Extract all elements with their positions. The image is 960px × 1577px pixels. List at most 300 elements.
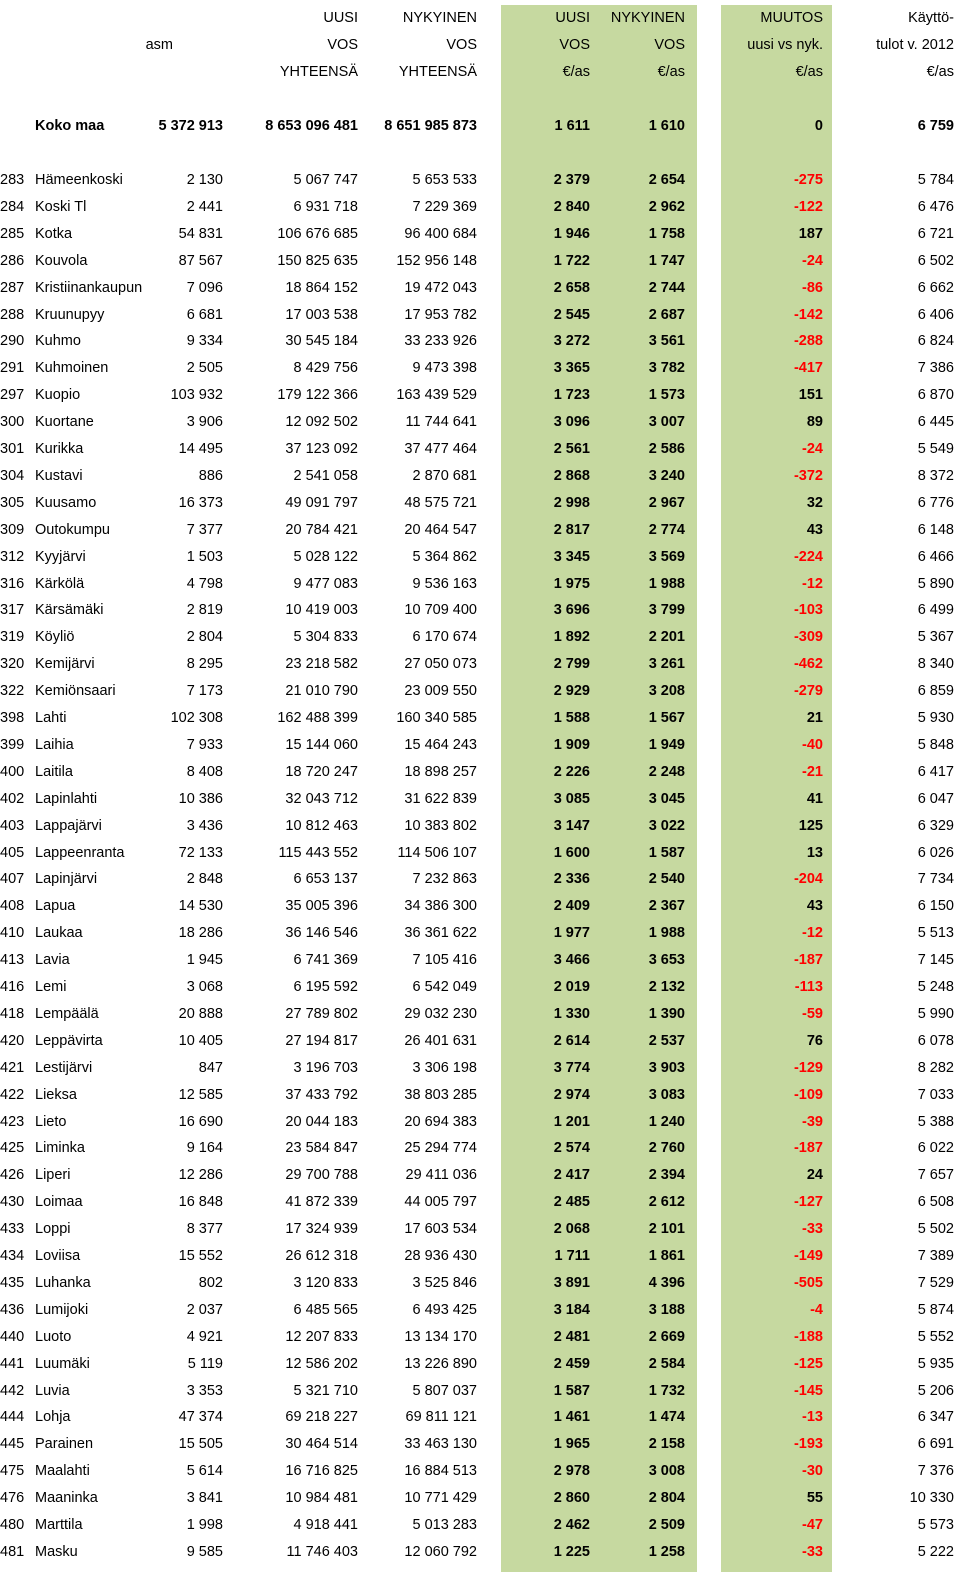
row-asm: 18 286	[178, 925, 223, 942]
hdr-nyk-vos-2: VOS	[654, 37, 685, 53]
hdr-nyk-yht: NYKYINEN	[402, 10, 477, 26]
row-muutos: -187	[793, 1140, 823, 1157]
table-row	[0, 1431, 960, 1458]
row-uusi-yht: 6 195 592	[293, 979, 358, 995]
row-code: 305	[0, 494, 25, 511]
row-nyk-yht: 7 229 369	[412, 198, 477, 215]
row-nyk-vos: 2 804	[648, 1490, 685, 1507]
row-uusi-vos: 1 946	[553, 225, 590, 242]
table-row	[0, 1270, 960, 1297]
row-code: 301	[0, 441, 25, 457]
row-uusi-vos: 2 068	[553, 1221, 590, 1238]
row-muutos: -505	[793, 1274, 823, 1291]
row-uusi-yht: 37 123 092	[285, 441, 358, 457]
row-kaytto: 6 445	[917, 414, 954, 431]
table-row	[0, 840, 960, 867]
total-uusi-vos: 1 611	[554, 118, 590, 134]
row-nyk-vos: 1 474	[648, 1409, 685, 1426]
hdr-muutos-3: €/as	[795, 64, 823, 80]
row-asm: 102 308	[170, 710, 223, 726]
row-nyk-yht: 96 400 684	[404, 225, 477, 242]
row-name: Kuusamo	[35, 494, 97, 511]
row-uusi-yht: 20 044 183	[285, 1113, 358, 1130]
row-name: Laukaa	[35, 925, 83, 942]
row-uusi-vos: 3 774	[553, 1059, 590, 1076]
hdr-uusi-vos-3: €/as	[562, 64, 590, 80]
row-kaytto: 5 388	[917, 1113, 954, 1130]
row-name: Kristiinankaupun	[35, 279, 143, 296]
row-muutos: -372	[793, 467, 823, 484]
row-kaytto: 5 549	[917, 441, 954, 457]
row-uusi-yht: 10 419 003	[285, 602, 358, 619]
row-code: 440	[0, 1328, 25, 1345]
row-uusi-yht: 27 789 802	[285, 1005, 358, 1022]
row-kaytto: 6 148	[917, 521, 954, 538]
table-row	[0, 624, 960, 651]
row-nyk-vos: 3 007	[648, 414, 685, 431]
row-code: 416	[0, 979, 25, 995]
row-uusi-vos: 2 574	[553, 1140, 590, 1157]
row-uusi-yht: 17 003 538	[285, 306, 358, 323]
total-name: Koko maa	[35, 118, 105, 134]
table-row	[0, 1189, 960, 1216]
row-muutos: 43	[806, 898, 823, 915]
row-muutos: -30	[802, 1463, 823, 1480]
row-nyk-vos: 4 396	[648, 1274, 685, 1291]
row-muutos: -24	[802, 252, 823, 269]
row-nyk-yht: 17 953 782	[404, 306, 477, 323]
row-kaytto: 6 721	[917, 225, 954, 242]
table-row	[0, 1378, 960, 1405]
table-row	[0, 544, 960, 571]
row-nyk-yht: 17 603 534	[404, 1221, 477, 1238]
hdr-uusi-yht-3: YHTEENSÄ	[279, 64, 358, 80]
row-nyk-yht: 114 506 107	[397, 844, 477, 861]
row-asm: 103 932	[170, 387, 223, 404]
row-muutos: 187	[798, 225, 823, 242]
row-uusi-yht: 8 429 756	[293, 360, 358, 377]
row-uusi-vos: 2 978	[553, 1463, 590, 1480]
row-muutos: -109	[793, 1086, 823, 1103]
row-muutos: -59	[802, 1005, 823, 1022]
total-uusi-yht: 8 653 096 481	[265, 118, 358, 134]
row-asm: 6 681	[186, 306, 223, 323]
row-kaytto: 5 502	[917, 1221, 954, 1238]
row-name: Lieksa	[35, 1086, 77, 1103]
row-asm: 3 068	[186, 979, 223, 995]
row-uusi-vos: 2 817	[553, 521, 590, 538]
row-uusi-yht: 9 477 083	[293, 575, 358, 592]
row-nyk-yht: 44 005 797	[404, 1194, 477, 1211]
row-code: 425	[0, 1140, 25, 1157]
row-nyk-vos: 1 567	[648, 710, 685, 726]
row-code: 405	[0, 844, 25, 861]
hdr-kaytto: Käyttö-	[908, 10, 954, 26]
row-uusi-vos: 3 147	[553, 817, 590, 834]
row-name: Kustavi	[35, 467, 83, 484]
row-kaytto: 5 784	[917, 172, 954, 188]
row-nyk-yht: 29 411 036	[405, 1167, 477, 1184]
row-nyk-vos: 1 390	[648, 1005, 685, 1022]
row-nyk-yht: 13 226 890	[404, 1355, 477, 1372]
row-uusi-vos: 1 723	[553, 387, 590, 404]
table-row	[0, 463, 960, 490]
hdr-asm: asm	[145, 37, 173, 53]
row-code: 444	[0, 1409, 25, 1426]
row-kaytto: 7 386	[917, 360, 954, 377]
total-nyk-yht: 8 651 985 873	[384, 118, 477, 134]
row-nyk-yht: 34 386 300	[404, 898, 477, 915]
row-uusi-yht: 29 700 788	[285, 1167, 358, 1184]
row-code: 441	[0, 1355, 25, 1372]
row-asm: 16 373	[178, 494, 223, 511]
row-name: Kuortane	[35, 414, 94, 431]
row-nyk-vos: 3 208	[648, 683, 685, 700]
row-name: Kyyjärvi	[35, 548, 86, 565]
row-nyk-yht: 9 473 398	[412, 360, 477, 377]
row-uusi-yht: 10 984 481	[285, 1490, 358, 1507]
row-name: Maalahti	[35, 1463, 90, 1480]
row-uusi-vos: 1 977	[553, 925, 590, 942]
row-code: 286	[0, 252, 25, 269]
row-code: 322	[0, 683, 25, 700]
table-row	[0, 490, 960, 517]
row-uusi-vos: 2 459	[553, 1355, 590, 1372]
row-asm: 10 405	[178, 1032, 223, 1049]
row-nyk-vos: 3 261	[648, 656, 685, 673]
hdr-nyk-yht-3: YHTEENSÄ	[398, 64, 477, 80]
row-nyk-yht: 20 464 547	[404, 521, 477, 538]
row-uusi-yht: 150 825 635	[277, 252, 358, 269]
row-nyk-vos: 1 587	[648, 844, 685, 861]
row-kaytto: 6 476	[917, 198, 954, 215]
row-kaytto: 7 376	[917, 1463, 954, 1480]
table-row	[0, 275, 960, 302]
row-asm: 9 164	[186, 1140, 223, 1157]
row-code: 481	[0, 1543, 25, 1560]
row-kaytto: 6 824	[917, 333, 954, 350]
row-nyk-yht: 28 936 430	[404, 1248, 477, 1264]
row-asm: 7 173	[186, 683, 223, 700]
row-uusi-vos: 2 019	[553, 979, 590, 995]
row-nyk-vos: 2 612	[648, 1194, 685, 1211]
row-muutos: -127	[793, 1194, 823, 1211]
row-muutos: -13	[802, 1409, 823, 1426]
row-uusi-vos: 2 379	[553, 172, 590, 188]
row-nyk-yht: 37 477 464	[404, 441, 477, 457]
row-code: 413	[0, 952, 25, 969]
row-code: 304	[0, 467, 25, 484]
row-asm: 15 552	[178, 1248, 223, 1264]
row-name: Lemi	[35, 979, 67, 995]
row-kaytto: 6 022	[917, 1140, 954, 1157]
row-name: Kruunupyy	[35, 306, 105, 323]
row-nyk-yht: 18 898 257	[404, 763, 477, 780]
row-kaytto: 5 573	[917, 1517, 954, 1533]
row-uusi-yht: 179 122 366	[277, 387, 358, 404]
row-uusi-vos: 3 891	[553, 1274, 590, 1291]
row-uusi-vos: 3 096	[553, 414, 590, 431]
table-row	[0, 732, 960, 759]
row-name: Luumäki	[35, 1355, 90, 1372]
table-row	[0, 1135, 960, 1162]
row-muutos: -145	[793, 1382, 823, 1399]
row-nyk-vos: 2 967	[648, 494, 685, 511]
table-row	[0, 517, 960, 544]
row-muutos: 76	[806, 1032, 823, 1049]
row-name: Luvia	[35, 1382, 70, 1399]
row-code: 430	[0, 1194, 25, 1211]
row-asm: 8 295	[186, 656, 223, 673]
row-kaytto: 7 145	[917, 952, 954, 969]
row-uusi-vos: 1 461	[553, 1409, 590, 1426]
total-kaytto: 6 759	[917, 118, 954, 134]
row-uusi-vos: 1 587	[553, 1382, 590, 1399]
row-name: Kouvola	[35, 252, 88, 269]
row-code: 480	[0, 1517, 25, 1533]
row-asm: 1 945	[186, 952, 223, 969]
table-row	[0, 1109, 960, 1136]
row-nyk-vos: 1 258	[648, 1543, 685, 1560]
row-nyk-vos: 1 240	[648, 1113, 685, 1130]
row-code: 288	[0, 306, 25, 323]
row-uusi-vos: 2 545	[553, 306, 590, 323]
row-uusi-yht: 30 464 514	[285, 1436, 358, 1453]
row-kaytto: 6 078	[917, 1032, 954, 1049]
hdr-nyk-vos-3: €/as	[657, 64, 685, 80]
row-nyk-yht: 36 361 622	[404, 925, 477, 942]
table-row	[0, 1485, 960, 1512]
table-row	[0, 1216, 960, 1243]
table-row	[0, 1162, 960, 1189]
total-muutos: 0	[814, 118, 823, 134]
row-uusi-vos: 2 840	[553, 198, 590, 215]
row-muutos: 89	[806, 414, 823, 431]
row-muutos: -288	[793, 333, 823, 350]
row-asm: 2 804	[186, 629, 223, 646]
row-uusi-yht: 49 091 797	[285, 494, 358, 511]
table-row	[0, 167, 960, 194]
row-asm: 8 408	[186, 763, 223, 780]
row-code: 284	[0, 198, 25, 215]
row-uusi-yht: 18 864 152	[285, 279, 358, 296]
row-nyk-yht: 5 807 037	[412, 1382, 477, 1399]
row-uusi-yht: 18 720 247	[285, 763, 358, 780]
row-kaytto: 6 499	[917, 602, 954, 619]
row-code: 475	[0, 1463, 25, 1480]
row-muutos: -103	[793, 602, 823, 619]
table-row	[0, 194, 960, 221]
row-uusi-yht: 20 784 421	[285, 521, 358, 538]
row-asm: 886	[198, 467, 223, 484]
row-asm: 2 505	[186, 360, 223, 377]
row-name: Loppi	[35, 1221, 71, 1238]
row-nyk-vos: 2 687	[648, 306, 685, 323]
row-code: 312	[0, 548, 25, 565]
row-asm: 1 503	[186, 548, 223, 565]
header-row-1	[0, 5, 960, 32]
row-muutos: 21	[806, 710, 823, 726]
row-nyk-vos: 3 022	[648, 817, 685, 834]
table-row	[0, 1001, 960, 1028]
row-uusi-vos: 2 462	[553, 1517, 590, 1533]
table-row	[0, 571, 960, 598]
row-nyk-vos: 3 569	[648, 548, 685, 565]
row-nyk-yht: 10 771 429	[404, 1490, 477, 1507]
row-uusi-vos: 2 799	[553, 656, 590, 673]
table-row	[0, 248, 960, 275]
row-muutos: -113	[794, 979, 823, 995]
row-code: 290	[0, 333, 25, 350]
row-nyk-yht: 5 364 862	[412, 548, 477, 565]
row-kaytto: 5 935	[917, 1355, 954, 1372]
row-nyk-vos: 2 669	[648, 1328, 685, 1345]
row-code: 319	[0, 629, 25, 646]
table-row	[0, 597, 960, 624]
row-code: 402	[0, 790, 25, 807]
row-nyk-vos: 2 158	[648, 1436, 685, 1453]
row-name: Leppävirta	[35, 1032, 103, 1049]
row-kaytto: 5 930	[917, 710, 954, 726]
row-asm: 3 906	[186, 414, 223, 431]
table-row	[0, 1351, 960, 1378]
hdr-nyk-vos: NYKYINEN	[610, 10, 685, 26]
row-uusi-yht: 106 676 685	[277, 225, 358, 242]
row-name: Lavia	[35, 952, 70, 969]
row-nyk-yht: 26 401 631	[404, 1032, 477, 1049]
row-code: 423	[0, 1113, 25, 1130]
row-name: Lumijoki	[35, 1301, 89, 1318]
row-name: Laitila	[35, 763, 73, 780]
row-muutos: -275	[793, 172, 823, 188]
row-uusi-yht: 5 321 710	[293, 1382, 358, 1399]
row-code: 287	[0, 279, 25, 296]
row-asm: 4 921	[186, 1328, 223, 1345]
row-muutos: -462	[793, 656, 823, 673]
row-uusi-vos: 1 965	[553, 1436, 590, 1453]
row-uusi-yht: 37 433 792	[285, 1086, 358, 1103]
row-name: Outokumpu	[35, 521, 110, 538]
row-uusi-vos: 1 975	[553, 575, 590, 592]
row-code: 403	[0, 817, 25, 834]
row-code: 297	[0, 387, 25, 404]
row-uusi-yht: 15 144 060	[285, 736, 358, 753]
row-name: Lempäälä	[35, 1005, 99, 1022]
row-uusi-vos: 2 336	[553, 871, 590, 888]
hdr-kaytto-2: tulot v. 2012	[876, 37, 954, 53]
row-kaytto: 7 657	[917, 1167, 954, 1184]
row-uusi-vos: 2 658	[553, 279, 590, 296]
row-code: 285	[0, 225, 25, 242]
row-code: 291	[0, 360, 25, 377]
row-kaytto: 6 662	[917, 279, 954, 296]
row-name: Koski Tl	[35, 198, 87, 215]
header-row-2	[0, 32, 960, 59]
row-kaytto: 7 389	[917, 1248, 954, 1264]
row-uusi-vos: 1 330	[553, 1005, 590, 1022]
row-uusi-vos: 2 481	[553, 1328, 590, 1345]
row-nyk-yht: 13 134 170	[404, 1328, 477, 1345]
row-name: Kemiönsaari	[35, 683, 116, 700]
row-asm: 2 130	[186, 172, 223, 188]
row-nyk-yht: 38 803 285	[404, 1086, 477, 1103]
row-nyk-yht: 16 884 513	[404, 1463, 477, 1480]
row-uusi-yht: 12 207 833	[285, 1328, 358, 1345]
row-code: 407	[0, 871, 25, 888]
row-kaytto: 7 033	[917, 1086, 954, 1103]
row-uusi-yht: 26 612 318	[285, 1248, 358, 1264]
row-muutos: -40	[802, 736, 823, 753]
row-muutos: -279	[793, 683, 823, 700]
row-asm: 8 377	[186, 1221, 223, 1238]
row-kaytto: 5 248	[917, 979, 954, 995]
row-asm: 72 133	[178, 844, 223, 861]
row-muutos: -4	[810, 1301, 823, 1318]
row-kaytto: 5 552	[917, 1328, 954, 1345]
row-uusi-yht: 30 545 184	[285, 333, 358, 350]
row-nyk-yht: 15 464 243	[404, 736, 477, 753]
row-nyk-yht: 9 536 163	[412, 575, 477, 592]
row-uusi-yht: 6 485 565	[293, 1301, 358, 1318]
row-asm: 2 037	[186, 1301, 223, 1318]
table-row	[0, 974, 960, 1001]
row-nyk-yht: 33 233 926	[404, 333, 477, 350]
row-asm: 10 386	[178, 790, 223, 807]
row-muutos: -12	[802, 925, 823, 942]
row-kaytto: 6 870	[917, 387, 954, 404]
row-asm: 9 334	[186, 333, 223, 350]
row-kaytto: 7 529	[917, 1274, 954, 1291]
row-muutos: -21	[802, 763, 823, 780]
row-name: Liperi	[35, 1167, 71, 1184]
table-row	[0, 1458, 960, 1485]
hdr-kaytto-3: €/as	[926, 64, 954, 80]
row-kaytto: 6 406	[917, 306, 954, 323]
row-uusi-yht: 12 092 502	[285, 414, 358, 431]
row-muutos: 13	[806, 844, 823, 861]
row-uusi-yht: 2 541 058	[293, 467, 358, 484]
row-asm: 802	[198, 1274, 223, 1291]
row-nyk-vos: 2 774	[648, 521, 685, 538]
row-uusi-vos: 2 929	[553, 683, 590, 700]
row-muutos: 43	[806, 521, 823, 538]
table-row	[0, 678, 960, 705]
row-nyk-yht: 10 383 802	[404, 817, 477, 834]
table-row	[0, 436, 960, 463]
row-muutos: -125	[793, 1355, 823, 1372]
row-asm: 47 374	[178, 1409, 223, 1426]
row-kaytto: 5 206	[917, 1382, 954, 1399]
row-asm: 87 567	[178, 252, 223, 269]
row-name: Kemijärvi	[35, 656, 95, 673]
hdr-muutos-2: uusi vs nyk.	[747, 37, 823, 53]
row-nyk-yht: 69 811 121	[405, 1409, 477, 1426]
row-uusi-vos: 2 998	[553, 494, 590, 511]
row-name: Lapinjärvi	[35, 871, 98, 888]
row-asm: 4 798	[186, 575, 223, 592]
row-name: Lappajärvi	[35, 817, 102, 834]
row-nyk-vos: 2 537	[648, 1032, 685, 1049]
row-asm: 14 495	[178, 441, 223, 457]
table-row	[0, 651, 960, 678]
row-muutos: -417	[793, 360, 823, 377]
row-name: Lohja	[35, 1409, 71, 1426]
row-uusi-yht: 5 028 122	[293, 548, 358, 565]
row-uusi-yht: 6 931 718	[293, 198, 358, 215]
row-uusi-vos: 3 696	[553, 602, 590, 619]
row-nyk-vos: 2 394	[648, 1167, 685, 1184]
row-nyk-yht: 3 306 198	[412, 1059, 477, 1076]
